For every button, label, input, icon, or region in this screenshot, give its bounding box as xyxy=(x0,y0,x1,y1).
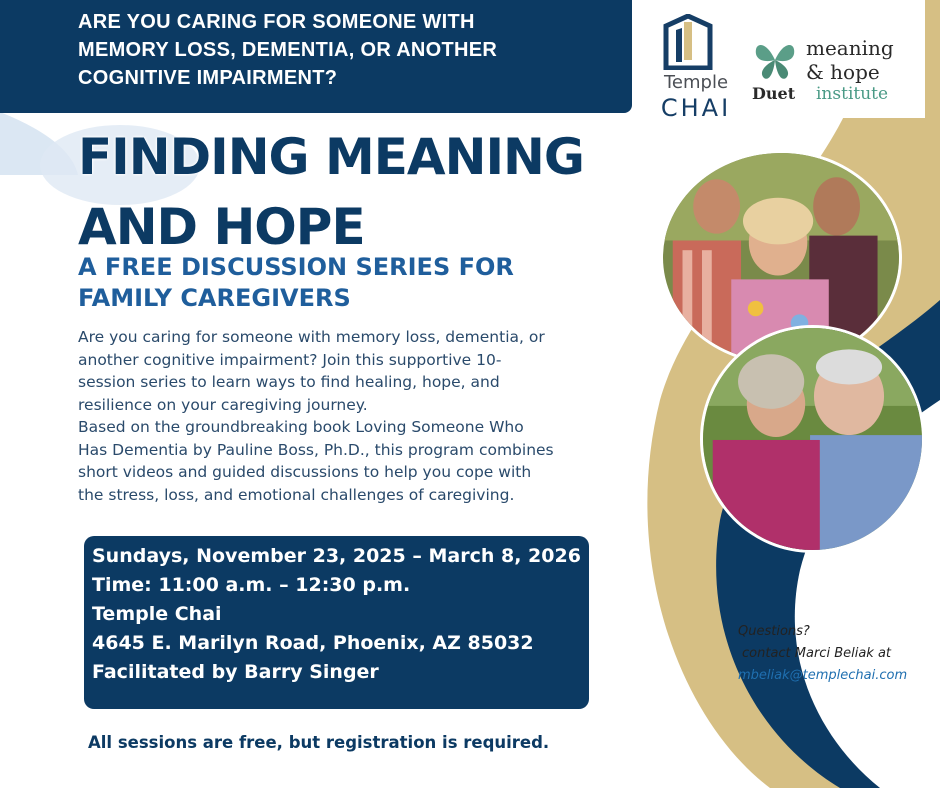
main-title-line-2: AND HOPE xyxy=(78,198,365,256)
couple-photo xyxy=(700,325,925,553)
contact-person: contact Marci Beliak at xyxy=(742,646,892,661)
main-title-line-1: FINDING MEANING xyxy=(78,128,584,186)
banner-line-2: MEMORY LOSS, DEMENTIA, OR ANOTHER xyxy=(78,39,498,61)
chai-logo-word: CHAI xyxy=(660,94,732,122)
logos-area xyxy=(632,0,925,122)
temple-chai-mark-icon xyxy=(662,14,714,70)
banner-line-1: ARE YOU CARING FOR SOMEONE WITH xyxy=(78,11,475,33)
main-title xyxy=(78,122,638,262)
banner-line-3: COGNITIVE IMPAIRMENT? xyxy=(78,67,338,89)
subtitle-line-1: A FREE DISCUSSION SERIES FOR xyxy=(78,253,514,281)
event-details-box xyxy=(84,536,589,709)
subtitle xyxy=(78,252,638,314)
event-venue: Temple Chai xyxy=(92,603,222,625)
hope-word: & hope xyxy=(806,60,880,84)
subtitle-line-2: FAMILY CAREGIVERS xyxy=(78,284,351,312)
description-line: the stress, loss, and emotional challenges of caregiving. xyxy=(78,485,515,504)
event-dates: Sundays, November 23, 2025 – March 8, 2026 xyxy=(92,545,581,567)
top-banner xyxy=(0,0,632,113)
contact-questions: Questions? xyxy=(738,624,810,639)
temple-logo-word: Temple xyxy=(663,72,729,93)
description-line: short videos and guided discussions to help you cope with xyxy=(78,463,532,481)
description-line: another cognitive impairment? Join this supportive 10- xyxy=(78,350,502,369)
contact-email-link[interactable]: mbeliak@templechai.com xyxy=(738,668,908,683)
duet-word: Duet xyxy=(752,84,796,103)
description xyxy=(78,326,618,506)
duet-meaning-hope-logo xyxy=(750,30,920,110)
description-line: Has Dementia by Pauline Boss, Ph.D., this program combines xyxy=(78,440,554,459)
institute-word: institute xyxy=(816,84,889,104)
contact-block xyxy=(738,621,928,687)
description-line: Are you caring for someone with memory loss, dementia, or xyxy=(78,328,545,346)
event-time: Time: 11:00 a.m. – 12:30 p.m. xyxy=(92,574,411,596)
event-facilitator: Facilitated by Barry Singer xyxy=(92,661,379,683)
description-line: resilience on your caregiving journey. xyxy=(78,395,368,414)
description-line: Based on the groundbreaking book Loving Someone Who xyxy=(78,418,524,436)
temple-chai-logo xyxy=(648,14,732,122)
event-address: 4645 E. Marilyn Road, Phoenix, AZ 85032 xyxy=(92,632,534,654)
registration-note: All sessions are free, but registration is required. xyxy=(88,733,550,752)
butterfly-icon xyxy=(752,38,798,82)
meaning-word: meaning xyxy=(806,36,894,60)
description-line: session series to learn ways to find healing, hope, and xyxy=(78,373,500,391)
